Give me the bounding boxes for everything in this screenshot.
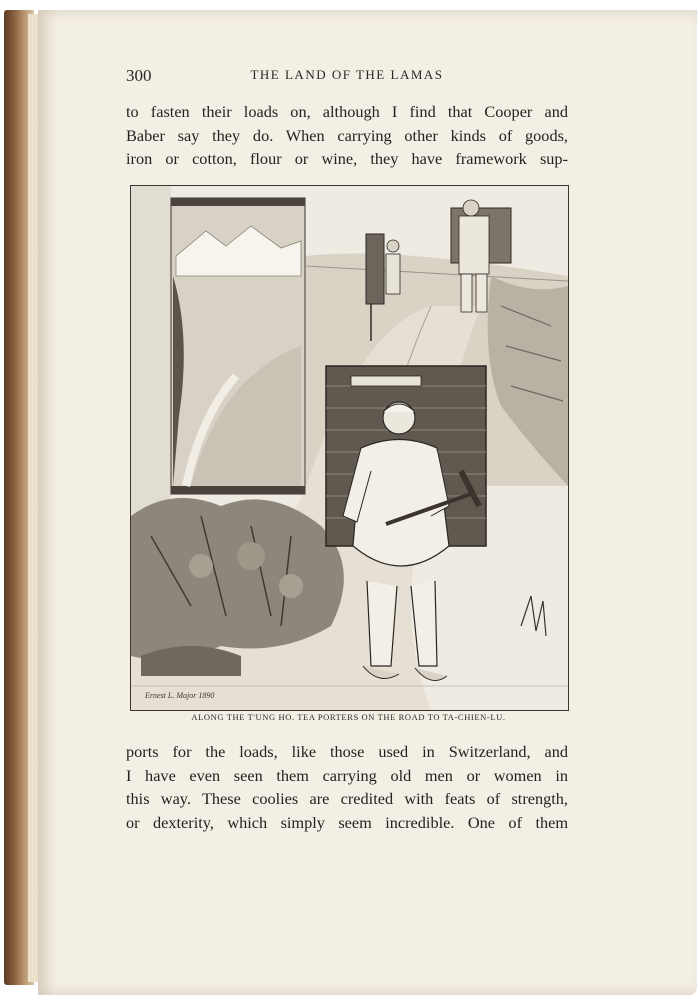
engraving-drawing <box>131 186 568 710</box>
text-line: ports for the loads, like those used in Switzerland, and <box>126 742 568 761</box>
text-line: this way. These coolies are credited with feats of strength, <box>126 789 568 808</box>
engraving-illustration <box>130 185 569 711</box>
artist-signature: Ernest L. Major 1890 <box>145 691 215 700</box>
text-line: or dexterity, which simply seem incredible. One of them <box>126 812 568 832</box>
text-line: Baber say they do. When carrying other kinds of goods, <box>126 125 568 145</box>
page-number: 300 <box>126 66 152 85</box>
text-line: to fasten their loads on, although I find that Cooper and <box>126 102 568 121</box>
paragraph-bottom <box>126 740 568 834</box>
running-title: THE LAND OF THE LAMAS <box>250 67 444 82</box>
text-line: I have even seen them carrying old men or women in <box>126 765 568 785</box>
text-line: iron or cotton, flour or wine, they have framework sup- <box>126 149 568 168</box>
illustration-caption: ALONG THE T'UNG HO. TEA PORTERS ON THE ROAD TO TA-CHIEN-LU. <box>191 712 506 722</box>
paragraph-top <box>126 100 568 171</box>
